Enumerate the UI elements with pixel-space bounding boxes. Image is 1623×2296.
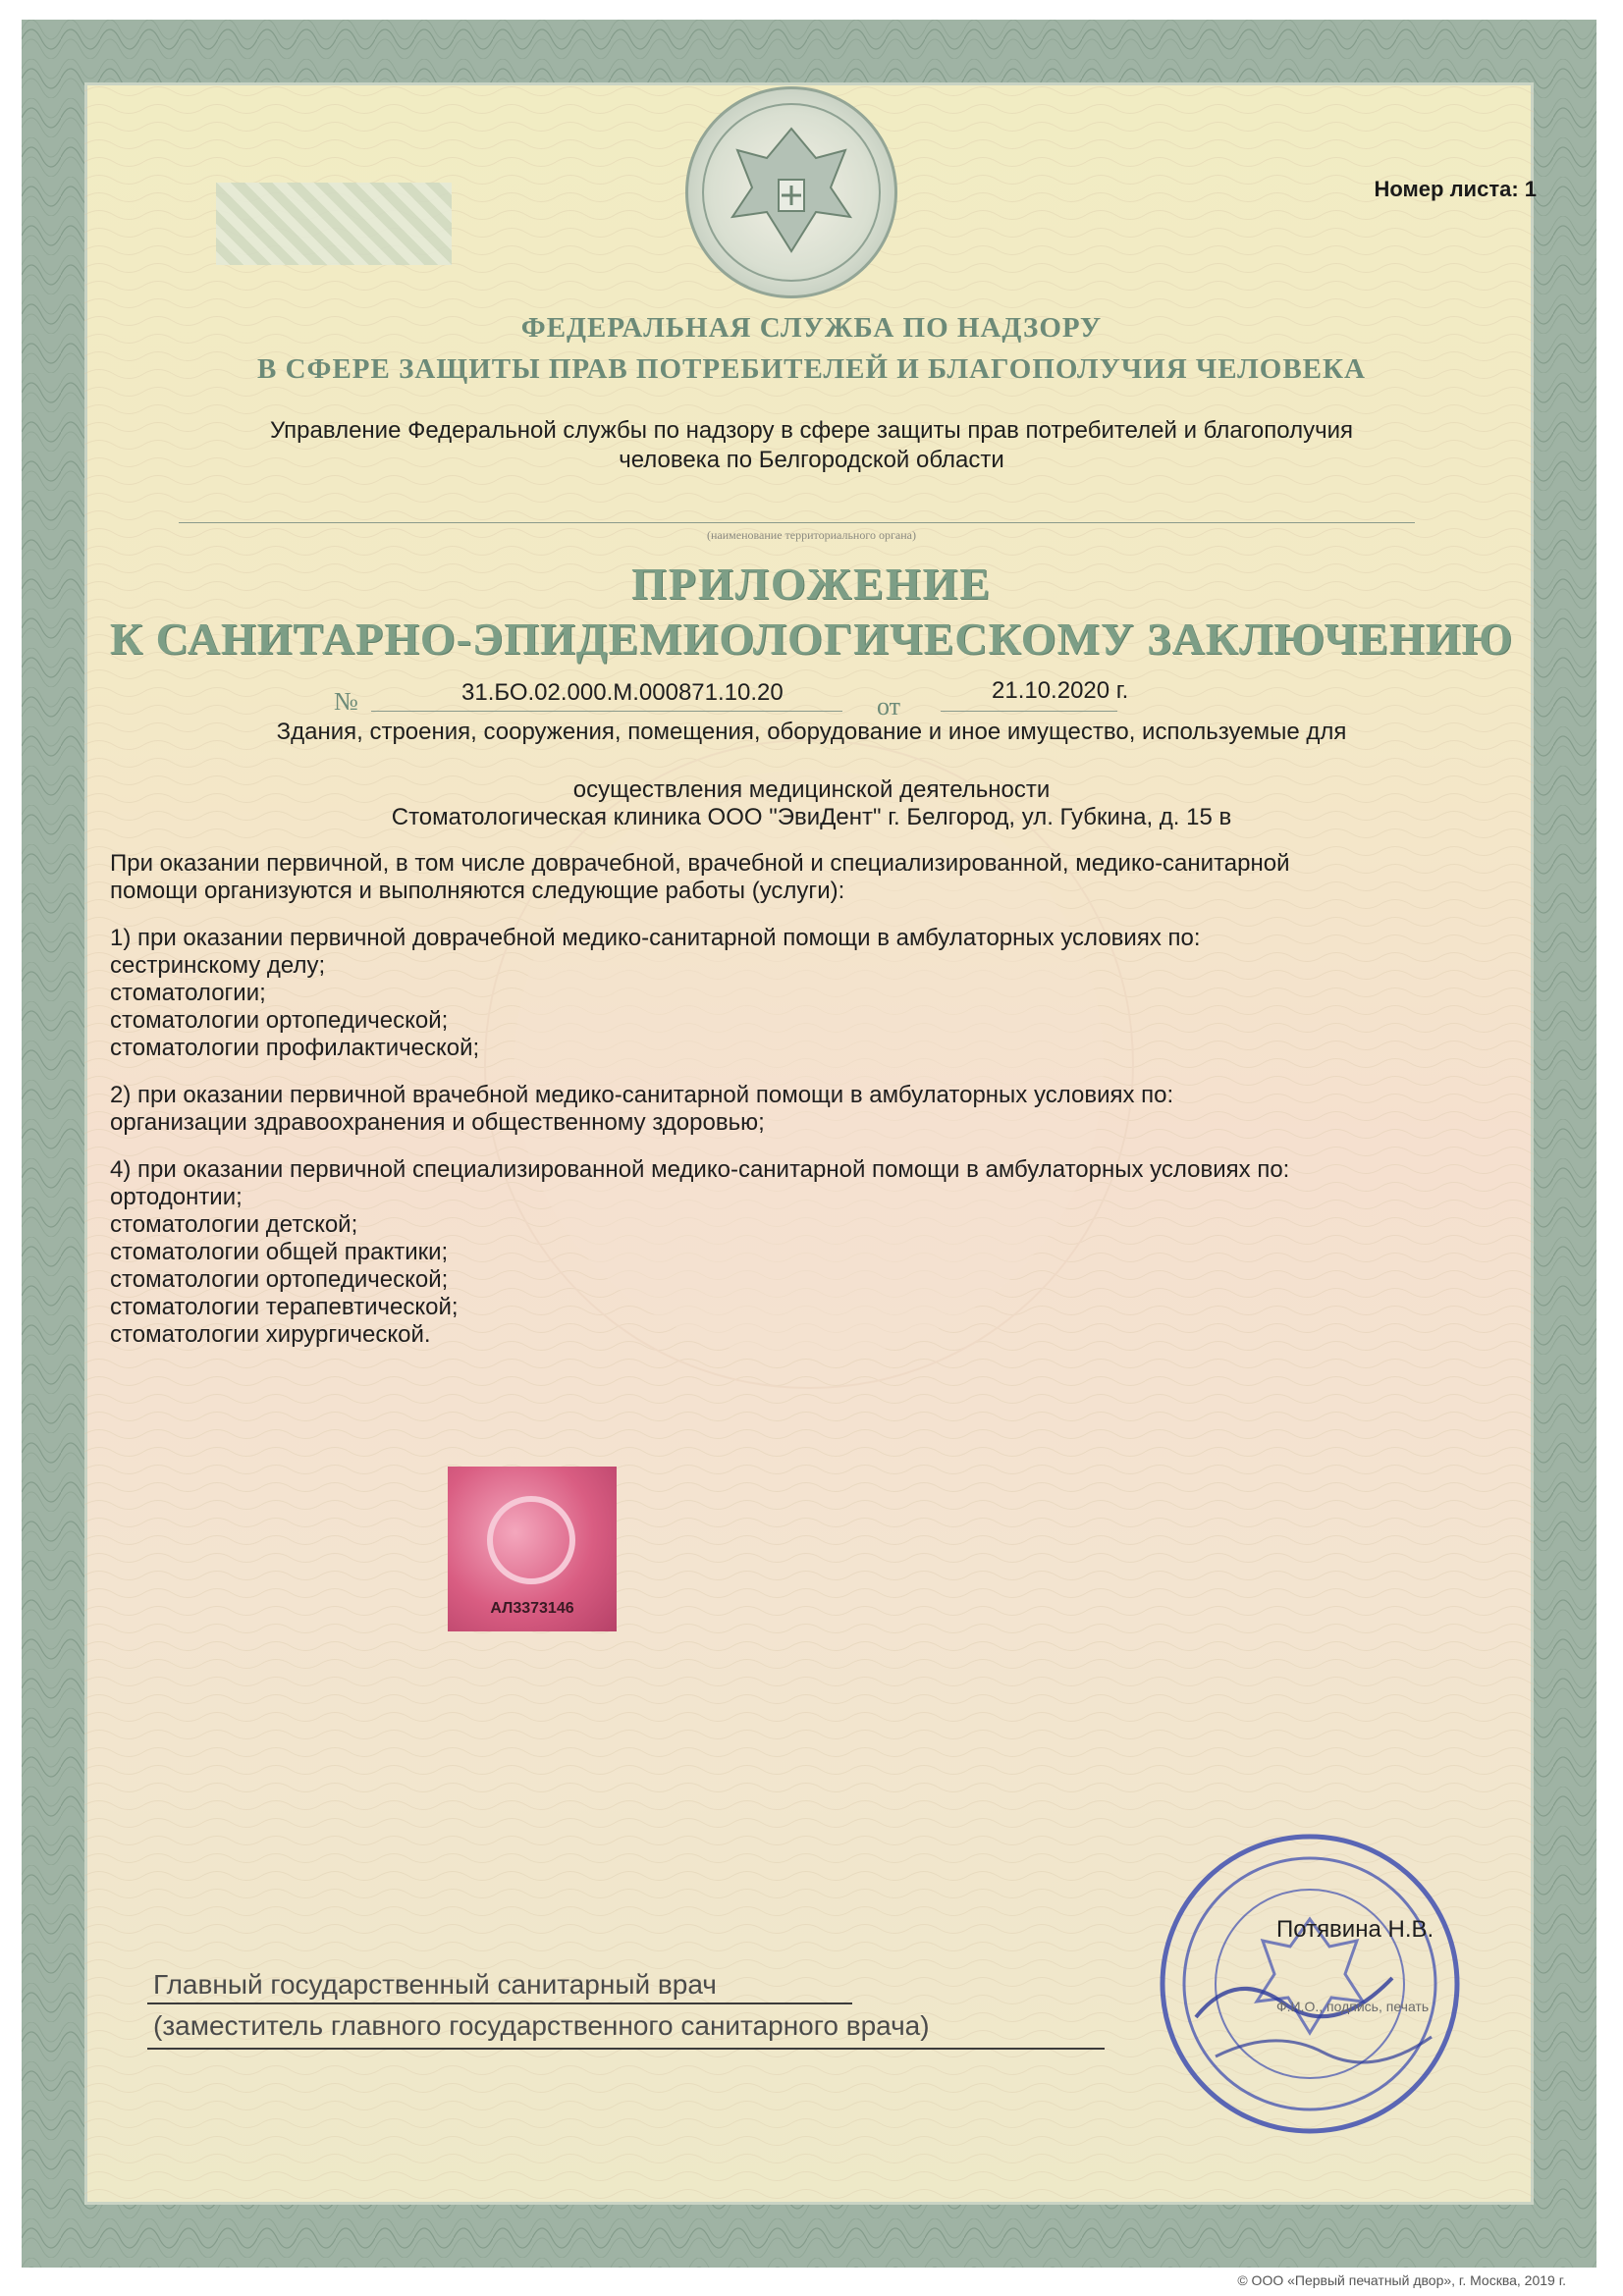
signatory-title: Главный государственный санитарный врач bbox=[153, 1969, 717, 2000]
section-4-heading: 4) при оказании первичной специализированной медико-санитарной помощи в амбулаторных условиях по: bbox=[110, 1156, 1290, 1183]
object-line2: осуществления медицинской деятельности bbox=[572, 776, 1051, 803]
date-underline bbox=[941, 711, 1117, 712]
object-line1: Здания, строения, сооружения, помещения, оборудование и иное имущество, используемые для bbox=[276, 719, 1347, 745]
services-body bbox=[110, 850, 1513, 1368]
signatory-title-underline bbox=[147, 2002, 852, 2004]
object-description bbox=[147, 718, 1476, 746]
territorial-body-caption: (наименование территориального органа) bbox=[707, 528, 916, 542]
list-item: сестринскому делу; bbox=[110, 952, 326, 979]
security-hologram-strip bbox=[216, 183, 452, 265]
territorial-body-line2: человека по Белгородской области bbox=[619, 447, 1004, 473]
signature-line bbox=[147, 2048, 1105, 2050]
list-item: стоматологии хирургической. bbox=[110, 1321, 431, 1348]
list-item: ортодонтии; bbox=[110, 1184, 243, 1210]
list-item: стоматологии; bbox=[110, 980, 266, 1006]
conclusion-date: 21.10.2020 г. bbox=[992, 677, 1129, 704]
list-item: стоматологии общей практики; bbox=[110, 1239, 449, 1265]
signatory-name: Потявина Н.В. bbox=[1276, 1916, 1434, 1943]
object-line3: Стоматологическая клиника ООО "ЭвиДент" г. Белгород, ул. Губкина, д. 15 в bbox=[391, 804, 1232, 830]
hologram-emblem-icon bbox=[487, 1496, 575, 1584]
section-1 bbox=[110, 925, 1513, 1062]
printer-imprint: © ООО «Первый печатный двор», г. Москва, 2019 г. bbox=[1237, 2272, 1566, 2288]
section-1-heading: 1) при оказании первичной доврачебной медико-санитарной помощи в амбулаторных условиях по: bbox=[110, 925, 1201, 951]
signatory-subtitle: (заместитель главного государственного санитарного врача) bbox=[153, 2010, 930, 2041]
territorial-body-line1: Управление Федеральной службы по надзору в сфере защиты прав потребителей и благополучия bbox=[270, 417, 1353, 444]
intro-line2: помощи организуются и выполняются следующие работы (услуги): bbox=[110, 878, 845, 904]
sheet-number: Номер листа: 1 bbox=[1374, 177, 1537, 201]
authority-name-line2: В СФЕРЕ ЗАЩИТЫ ПРАВ ПОТРЕБИТЕЛЕЙ И БЛАГОПОЛУЧИЯ ЧЕЛОВЕКА bbox=[257, 353, 1366, 385]
list-item: стоматологии детской; bbox=[110, 1211, 358, 1238]
intro-paragraph bbox=[110, 850, 1513, 905]
document-title-line2: К САНИТАРНО-ЭПИДЕМИОЛОГИЧЕСКОМУ ЗАКЛЮЧЕНИЮ bbox=[109, 614, 1514, 664]
list-item: стоматологии ортопедической; bbox=[110, 1007, 449, 1034]
authority-name-line1: ФЕДЕРАЛЬНАЯ СЛУЖБА ПО НАДЗОРУ bbox=[520, 312, 1103, 344]
signature-caption: Ф.И.О., подпись, печать bbox=[1276, 1999, 1430, 2014]
hologram-sticker bbox=[448, 1467, 617, 1631]
territorial-body-underline bbox=[179, 522, 1415, 523]
list-item: стоматологии ортопедической; bbox=[110, 1266, 449, 1293]
section-2 bbox=[110, 1082, 1513, 1137]
list-item: стоматологии терапевтической; bbox=[110, 1294, 459, 1320]
territorial-body bbox=[147, 416, 1476, 475]
list-item: стоматологии профилактической; bbox=[110, 1035, 480, 1061]
number-underline bbox=[371, 711, 842, 712]
section-4 bbox=[110, 1156, 1513, 1349]
section-2-heading: 2) при оказании первичной врачебной медико-санитарной помощи в амбулаторных условиях по: bbox=[110, 1082, 1174, 1108]
number-label: № bbox=[334, 687, 358, 716]
conclusion-number: 31.БО.02.000.М.000871.10.20 bbox=[461, 679, 784, 706]
hologram-code: АЛ3373146 bbox=[490, 1600, 574, 1617]
list-item: организации здравоохранения и общественному здоровью; bbox=[110, 1109, 765, 1136]
rospotrebnadzor-emblem bbox=[685, 86, 897, 298]
intro-line1: При оказании первичной, в том числе доврачебной, врачебной и специализированной, медико-санитарной bbox=[110, 850, 1290, 877]
document-title-line1: ПРИЛОЖЕНИЕ bbox=[631, 559, 992, 609]
date-label: от bbox=[877, 692, 901, 721]
official-seal-stamp bbox=[1157, 1831, 1463, 2137]
object-description-cont bbox=[147, 776, 1476, 831]
